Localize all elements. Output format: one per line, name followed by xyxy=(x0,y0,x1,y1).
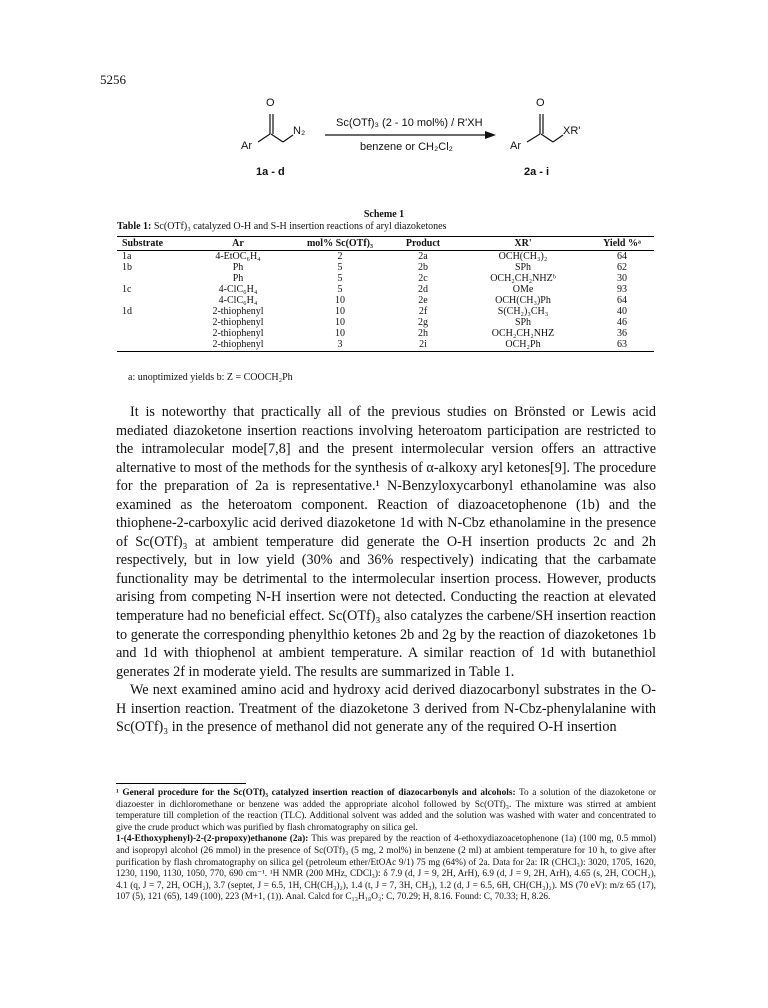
footnote-compound-heading: 1-(4-Ethoxyphenyl)-2-(2-propoxy)ethanone (2a): xyxy=(116,834,309,845)
cell-product: 2g xyxy=(418,317,428,328)
cell-ar: Ph xyxy=(232,273,244,284)
cell-ar: 2-thiophenyl xyxy=(212,317,264,328)
cell-substrate: 1a xyxy=(122,251,132,262)
table-row xyxy=(117,328,654,339)
cell-substrate xyxy=(117,273,186,284)
sm-bond-ar xyxy=(258,134,270,142)
cell-yield: 64 xyxy=(617,295,627,306)
cell-substrate: 1b xyxy=(122,262,132,273)
cell-product: 2e xyxy=(418,295,428,306)
cell-yield: 40 xyxy=(617,306,627,317)
page-number: 5256 xyxy=(100,72,126,87)
prod-bond-ar xyxy=(527,134,540,142)
cell-yield: 46 xyxy=(617,317,627,328)
sm-ar: Ar xyxy=(241,140,252,152)
body-paragraph: We next examined amino acid and hydroxy acid derived diazocarbonyl substrates in the O-H insertion reaction. Treatment of the diazoketone 3 derived from N-Cbz-phenylalanine with Sc(OTf)₃ in the presence of methanol did not generate any of the required O-H insertion xyxy=(116,682,656,736)
cell-xr: OCH₂CH₂NHZᵇ xyxy=(490,273,556,284)
cell-ar: Ph xyxy=(232,262,244,273)
cell-xr: OCH₂CH₂NHZ xyxy=(491,328,555,339)
header-substrate: Substrate xyxy=(117,237,186,251)
cell-mol: 2 xyxy=(337,251,343,262)
body-text xyxy=(116,403,656,737)
cell-product: 2c xyxy=(418,273,428,284)
footnote-text-2: This was prepared by the reaction of 4-ethoxydiazoacetophenone (1a) (100 mg, 0.5 mmol) and isopropyl alcohol (26 mmol) in the presence of Sc(OTf)₃ (5 mg, 2 mol%) in benzene (2 ml) at ambient temperature for 10 h, to give after purification by flash chromatography on silica gel (petroleum ether/EtOAc 9/1) 75 mg (64%) of 2a. Data for 2a: IR (CHCl₃): 3020, 1705, 1620, 1230, 1190, 1130, 1050, 770, 690 cm⁻¹. ¹H NMR (200 MHz, CDCl₃): δ 7.9 (d, J = 9, 2H, ArH), 6.9 (d, J = 9, 2H, ArH), 4.65 (s, 2H, COCH₂), 4.1 (q, J = 7, 2H, OCH₂), 3.7 (septet, J = 6.5, 1H, CH(CH₃)₂), 1.4 (t, J = 7, 3H, CH₃), 1.2 (d, J = 6.5, 6H, CH(CH₃)₂). MS (70 eV): m/z 65 (17), 107 (5), 121 (65), 149 (100), 223 (M+1, (1)). Anal. Calcd for C₁₃H₁₈O₃: C, 70.29; H, 8.16. Found: C, 70.33; H, 8.26. xyxy=(116,834,657,903)
cell-mol: 5 xyxy=(337,284,343,295)
header-product: Product xyxy=(390,237,456,251)
cell-yield: 63 xyxy=(590,339,654,352)
table-row xyxy=(117,273,654,284)
footnote-divider xyxy=(116,783,246,784)
cell-mol: 10 xyxy=(335,295,345,306)
footnote xyxy=(116,788,656,904)
cell-substrate xyxy=(117,339,186,352)
reaction-scheme xyxy=(0,92,768,202)
scheme-title: Scheme 1 xyxy=(363,209,405,220)
sm-oxygen: O xyxy=(266,97,275,109)
label-starting-material: 1a - d xyxy=(256,166,285,178)
table-row xyxy=(117,262,654,273)
cell-mol: 3 xyxy=(290,339,390,352)
cell-yield: 64 xyxy=(617,251,627,262)
label-product: 2a - i xyxy=(524,166,550,178)
table-row xyxy=(117,317,654,328)
table-row xyxy=(117,295,654,306)
cell-yield: 30 xyxy=(617,273,627,284)
cell-ar: 2-thiophenyl xyxy=(212,328,264,339)
cell-ar: 2-thiophenyl xyxy=(212,306,264,317)
cell-substrate xyxy=(117,295,186,306)
table-caption-text: Sc(OTf)₃ catalyzed O-H and S-H insertion reactions of aryl diazoketones xyxy=(153,221,447,232)
cell-ar: 4-EtOC₆H₄ xyxy=(215,251,261,262)
header-yield: Yield %ᵃ xyxy=(590,237,654,251)
cell-product: 2a xyxy=(418,251,428,262)
cell-yield: 93 xyxy=(617,284,627,295)
cell-ar: 4-ClC₆H₄ xyxy=(218,284,258,295)
cell-xr: S(CH₂)₃CH₃ xyxy=(497,306,549,317)
cell-product: 2f xyxy=(418,306,428,317)
prod-ar: Ar xyxy=(510,140,521,152)
cell-xr: OCH(CH₃)₂ xyxy=(498,251,548,262)
cell-xr: OCH₂Ph xyxy=(456,339,590,352)
body-paragraph: It is noteworthy that practically all of the previous studies on Brönsted or Lewis acid mediated diazoketone insertion reactions involving heteroatom participation are restricted to the intramolecular mode[7,8] and the present intermolecular version offers an attractive alternative to most of the methods for the synthesis of α-alkoxy aryl ketones[9]. The procedure for the preparation of 2a is representative.¹ N-Benzyloxycarbonyl ethanolamine was also examined as the heteroatom component. Reaction of diazoacetophenone (1b) and the thiophene-2-carboxylic acid derived diazoketone 1d with N-Cbz ethanolamine in the presence of Sc(OTf)₃ at ambient temperature did generate the O-H insertion products 2c and 2h respectively, but in low yield (30% and 36% respectively) indicating that the carbamate functionality may be detrimental to the intermolecular insertion process. However, products arising from competing N-H insertion were not detected. Conducting the reaction at elevated temperature had no beneficial effect. Sc(OTf)₃ also catalyzes the carbene/SH insertion reaction to generate the corresponding phenylthio ketones 2b and 2g by the reaction of diazoketones 1b and 1d with thiophenol at ambient temperature. A similar reaction of 1d with butanethiol generates 2f in moderate yield. The results are summarized in Table 1. xyxy=(116,404,656,680)
results-table xyxy=(117,236,654,352)
table-header-row xyxy=(117,237,654,251)
cell-yield: 36 xyxy=(617,328,627,339)
header-mol-percent: mol% Sc(OTf)₃ xyxy=(290,237,390,251)
sm-n2: N₂ xyxy=(293,125,306,137)
table-footnote: a: unoptimized yields b: Z = COOCH₂Ph xyxy=(128,372,293,383)
header-ar: Ar xyxy=(186,237,290,251)
cell-ar: 4-ClC₆H₄ xyxy=(218,295,258,306)
reagent-bottom: benzene or CH₂Cl₂ xyxy=(360,141,453,153)
cell-substrate: 1d xyxy=(122,306,132,317)
cell-product: 2i xyxy=(390,339,456,352)
cell-ar: 2-thiophenyl xyxy=(186,339,290,352)
cell-substrate xyxy=(117,328,186,339)
table-row xyxy=(117,339,654,352)
footnote-general xyxy=(116,788,656,834)
cell-product: 2d xyxy=(418,284,428,295)
table-caption xyxy=(117,221,446,232)
cell-mol: 5 xyxy=(337,273,343,284)
prod-bond-xr xyxy=(553,135,563,142)
cell-yield: 62 xyxy=(617,262,627,273)
cell-mol: 10 xyxy=(335,317,345,328)
cell-mol: 10 xyxy=(335,328,345,339)
sm-bond-ch xyxy=(271,134,283,142)
table-row xyxy=(117,306,654,317)
footnote-text-1: To a solution of the diazoketone or diazoester in dichloromethane or benzene was added the appropriate alcohol followed by Sc(OTf)₃. The mixture was stirred at ambient temperature till completion of the reaction (TLC). Additional solvent was added and the solution was washed with water and concentrated to give the crude product which was purified by flash chromatography on silica gel. xyxy=(116,788,656,833)
prod-xr: XR' xyxy=(563,125,581,137)
cell-substrate xyxy=(117,317,186,328)
table-row xyxy=(117,284,654,295)
cell-xr: SPh xyxy=(514,262,532,273)
footnote-heading: ¹ General procedure for the Sc(OTf)₃ catalyzed insertion reaction of diazocarbonyls and alcohols: xyxy=(116,788,516,798)
table-row xyxy=(117,251,654,263)
reagent-top: Sc(OTf)₃ (2 - 10 mol%) / R'XH xyxy=(336,117,483,129)
prod-bond-ch2 xyxy=(541,134,553,142)
cell-product: 2b xyxy=(418,262,428,273)
cell-mol: 5 xyxy=(337,262,343,273)
footnote-compound xyxy=(116,834,656,904)
sm-bond-n2 xyxy=(283,135,293,142)
cell-substrate: 1c xyxy=(122,284,132,295)
cell-product: 2h xyxy=(418,328,428,339)
cell-xr: SPh xyxy=(514,317,532,328)
table-caption-label: Table 1: xyxy=(117,221,152,232)
header-xr: XR' xyxy=(456,237,590,251)
prod-oxygen: O xyxy=(536,97,545,109)
cell-xr: OMe xyxy=(512,284,534,295)
cell-xr: OCH(CH₃)Ph xyxy=(495,295,551,306)
cell-mol: 10 xyxy=(335,306,345,317)
arrow-head xyxy=(485,131,496,139)
